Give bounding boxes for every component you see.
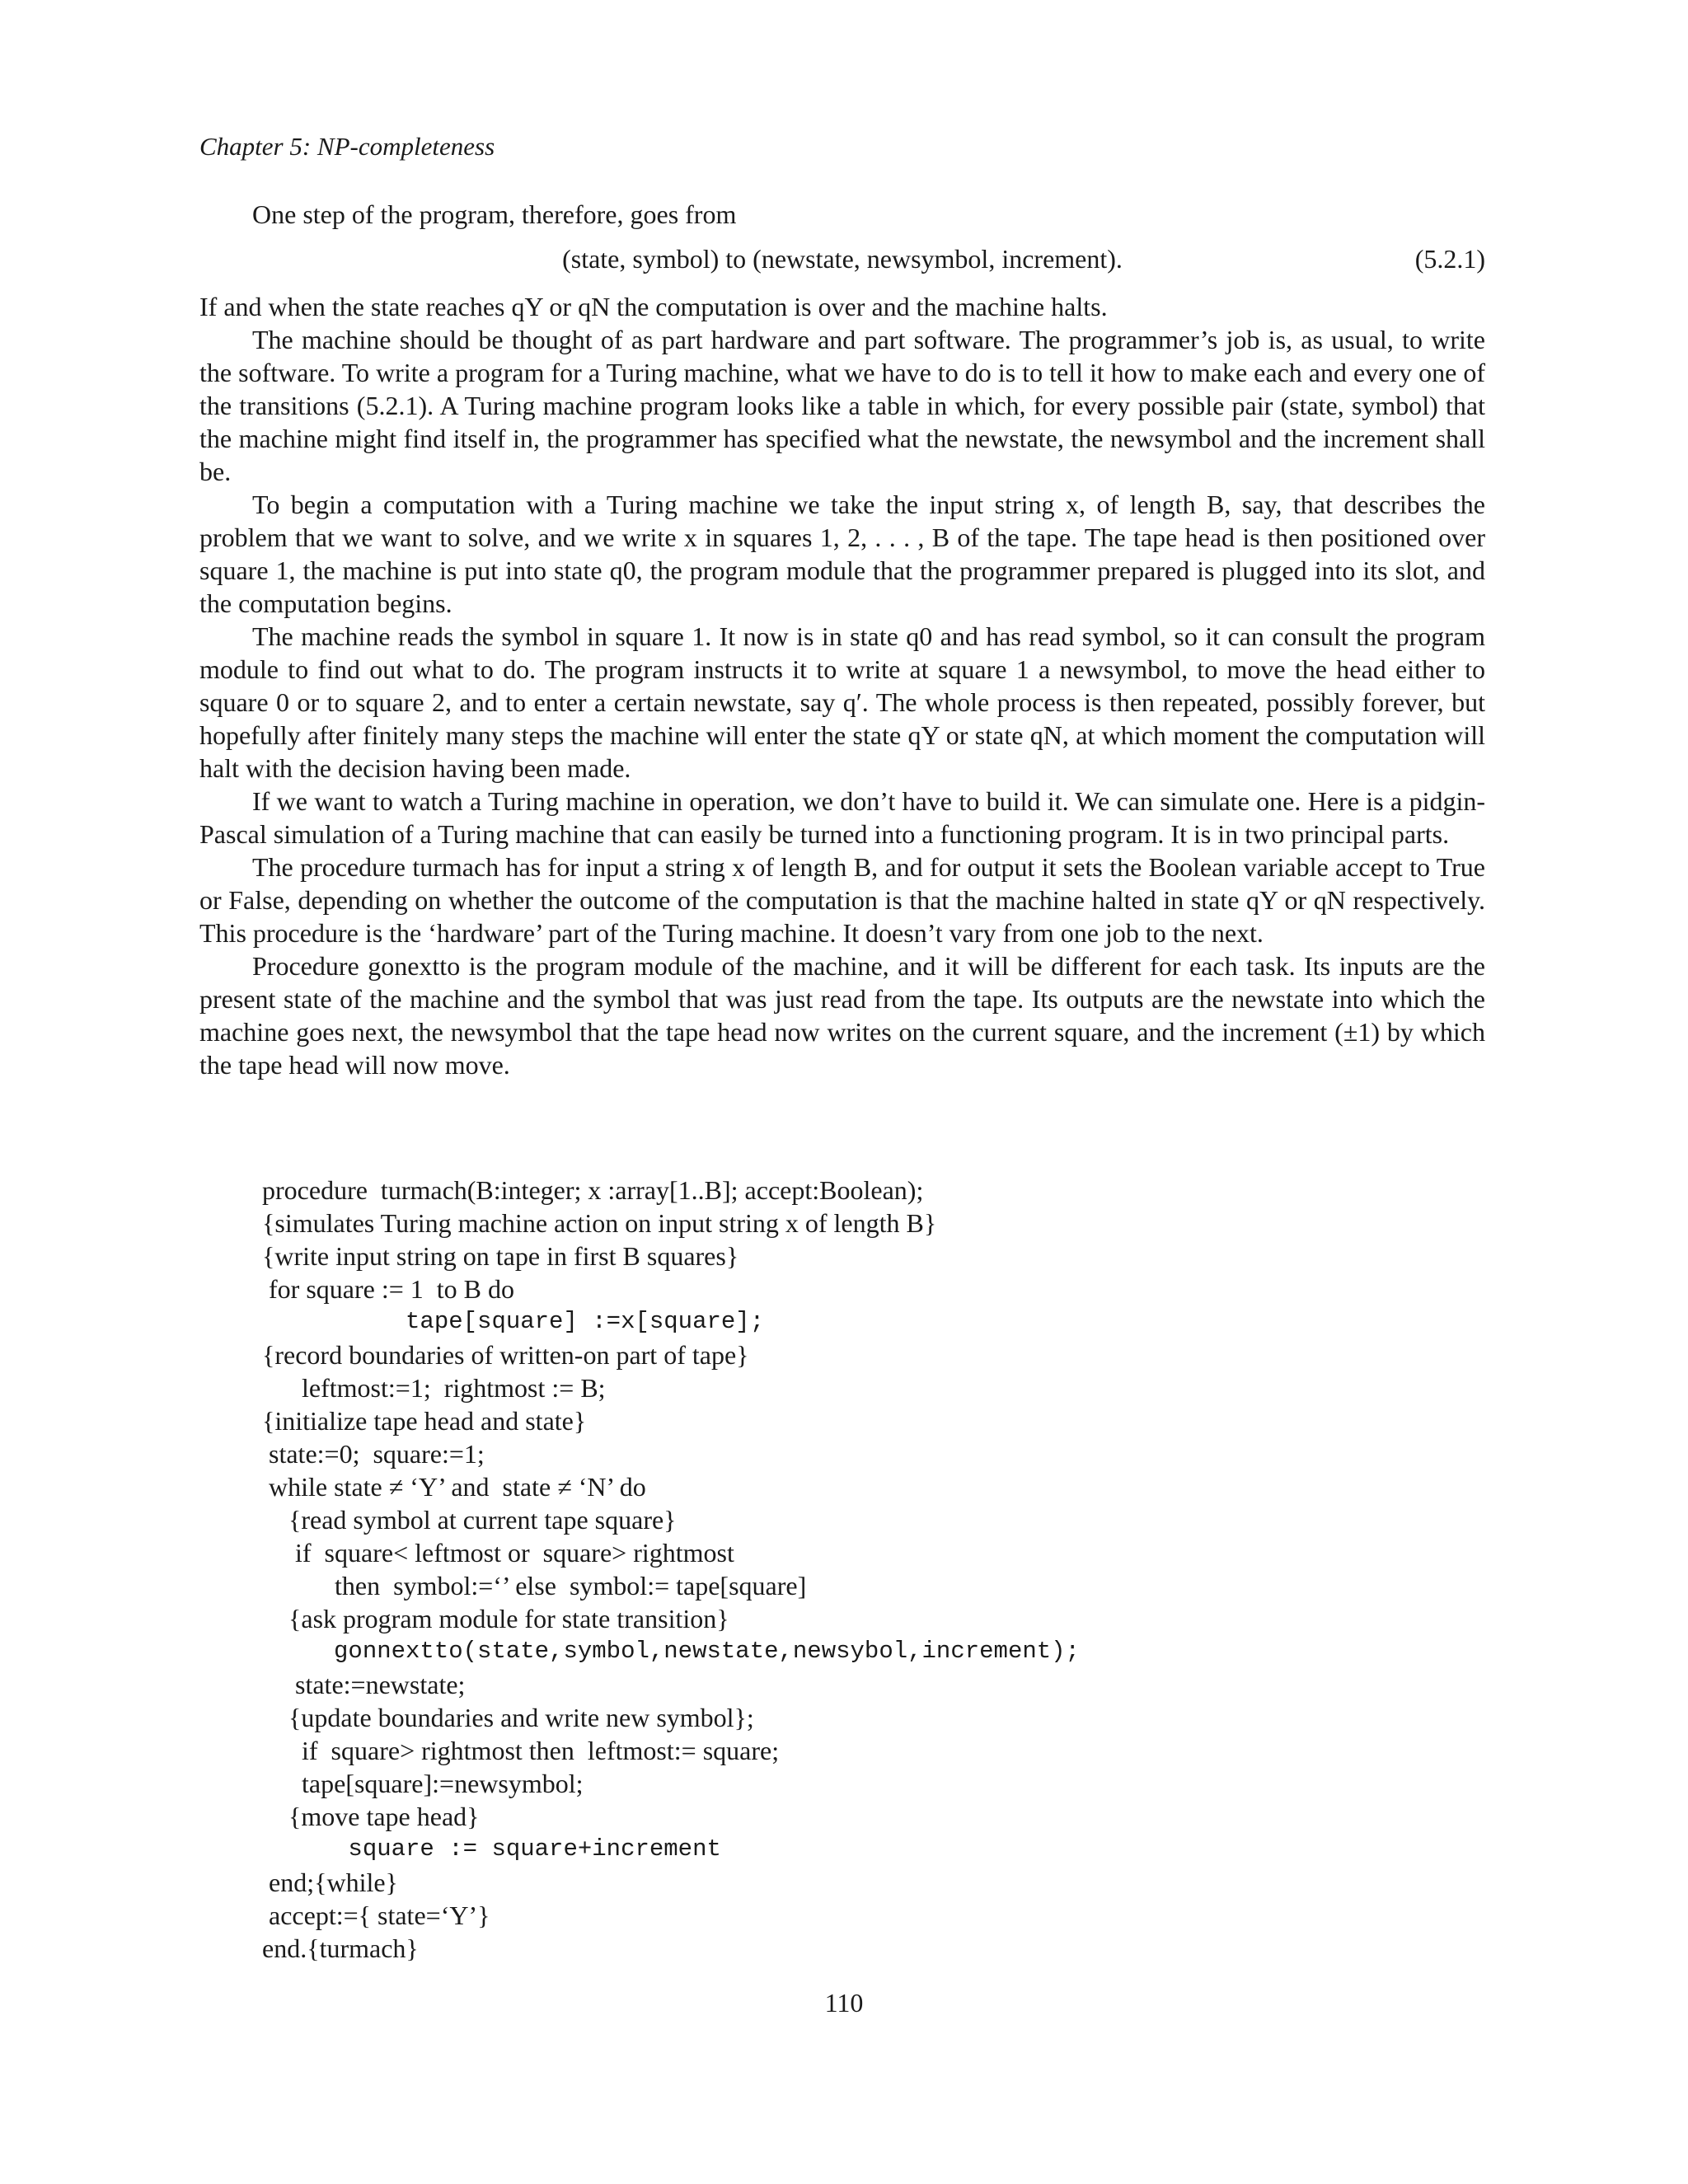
code-line: {simulates Turing machine action on input string x of length B} bbox=[262, 1208, 937, 1238]
code-line: gonnextto(state,symbol,newstate,newsybol,increment); bbox=[262, 1638, 1080, 1665]
paragraph-reads-symbol: The machine reads the symbol in square 1. It now is in state q0 and has read symbol, so it can consult the program module to find out what to do. The program instructs it to write at square 1 a newsymbol, to move the head either to square 0 or to square 2, and to enter a certain newstate, say q′. The whole process is then repeated, possibly forever, but hopefully after finitely many steps the machine will enter the state qY or state qN, at which moment the computation will halt with the decision having been made. bbox=[199, 621, 1485, 783]
paragraph-gonextto: Procedure gonextto is the program module of the machine, and it will be different for each task. Its inputs are the present state of the machine and the symbol that was just read from the tape. Its outputs are the newstate into which the machine goes next, the newsymbol that the tape head now writes on the current square, and the increment (±1) by which the tape head will now move. bbox=[199, 951, 1485, 1080]
code-line: end;{while} bbox=[262, 1868, 398, 1897]
code-line: state:=newstate; bbox=[262, 1670, 466, 1699]
intro-paragraph: One step of the program, therefore, goes from bbox=[252, 199, 737, 229]
code-line: procedure turmach(B:integer; x :array[1..B]; accept:Boolean); bbox=[262, 1175, 924, 1205]
equation-number: (5.2.1) bbox=[1414, 244, 1485, 274]
code-line: end.{turmach} bbox=[262, 1933, 419, 1963]
chapter-header: Chapter 5: NP-completeness bbox=[199, 132, 495, 161]
paragraph-begin-computation: To begin a computation with a Turing machine we take the input string x, of length B, say, that describes the problem that we want to solve, and we write x in squares 1, 2, . . . , B of the tape. The tape head is then positioned over square 1, the machine is put into state q0, the program module that the programmer prepared is plugged into its slot, and the computation begins. bbox=[199, 490, 1485, 618]
code-line: if square> rightmost then leftmost:= square; bbox=[262, 1736, 780, 1765]
paragraph-turmach: The procedure turmach has for input a string x of length B, and for output it sets the Boolean variable accept to True or False, depending on whether the outcome of the computation is that the machine halted in state qY or qN respectively. This procedure is the ‘hardware’ part of the Turing machine. It doesn’t vary from one job to the next. bbox=[199, 852, 1485, 948]
code-line: if square< leftmost or square> rightmost bbox=[262, 1538, 734, 1568]
code-line: {ask program module for state transition} bbox=[262, 1604, 729, 1633]
code-line: leftmost:=1; rightmost := B; bbox=[262, 1373, 606, 1403]
code-line: accept:={ state=‘Y’} bbox=[262, 1900, 490, 1930]
code-line: {record boundaries of written-on part of tape} bbox=[262, 1340, 749, 1370]
body-text bbox=[199, 198, 1485, 1081]
code-line: {update boundaries and write new symbol}; bbox=[262, 1703, 754, 1732]
code-line: tape[square] :=x[square]; bbox=[262, 1308, 765, 1335]
display-equation bbox=[199, 237, 1485, 284]
paragraph-halt: If and when the state reaches qY or qN the computation is over and the machine halts. bbox=[199, 292, 1108, 321]
paragraph-hardware-software: The machine should be thought of as part hardware and part software. The programmer’s job is, as usual, to write the software. To write a program for a Turing machine, what we have to do is to tell it how to make each and every one of the transitions (5.2.1). A Turing machine program looks like a table in which, for every possible pair (state, symbol) that the machine might find itself in, the programmer has specified what the newstate, the newsymbol and the increment shall be. bbox=[199, 325, 1485, 486]
code-line: for square := 1 to B do bbox=[262, 1274, 514, 1304]
code-line: {move tape head} bbox=[262, 1802, 480, 1831]
code-line: while state ≠ ‘Y’ and state ≠ ‘N’ do bbox=[262, 1472, 646, 1502]
code-line: state:=0; square:=1; bbox=[262, 1439, 485, 1469]
code-line: then symbol:=‘’ else symbol:= tape[square] bbox=[262, 1571, 807, 1601]
code-line: square := square+increment bbox=[262, 1835, 721, 1863]
pascal-code-listing bbox=[262, 1174, 1334, 1965]
paragraph-simulate: If we want to watch a Turing machine in operation, we don’t have to build it. We can simulate one. Here is a pidgin-Pascal simulation of a Turing machine that can easily be turned into a functioning program. It is in two principal parts. bbox=[199, 786, 1485, 849]
equation-text: (state, symbol) to (newstate, newsymbol, increment). bbox=[562, 244, 1123, 274]
code-line: {write input string on tape in first B squares} bbox=[262, 1241, 739, 1271]
code-line: {initialize tape head and state} bbox=[262, 1406, 587, 1436]
code-line: tape[square]:=newsymbol; bbox=[262, 1769, 584, 1798]
page-number: 110 bbox=[824, 1988, 864, 2018]
code-line: {read symbol at current tape square} bbox=[262, 1505, 677, 1535]
